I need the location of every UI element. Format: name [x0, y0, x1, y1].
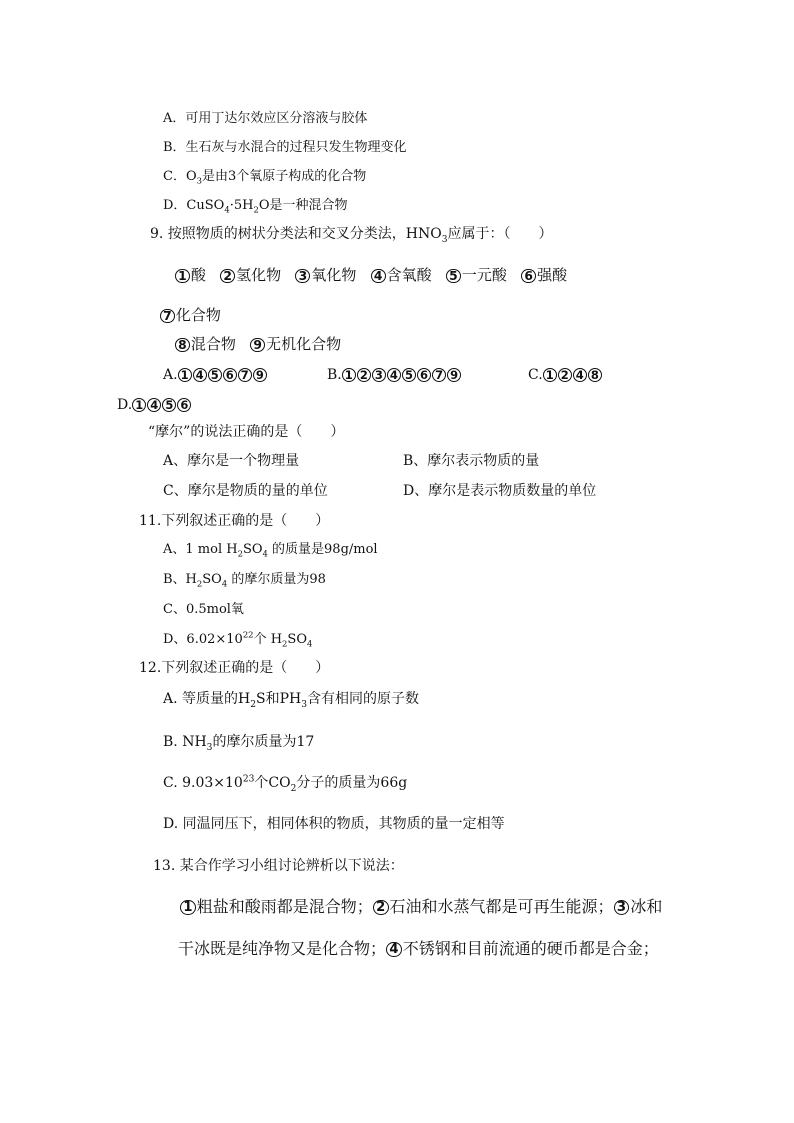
- q11-option-c: C、0.5mol氧: [163, 602, 244, 617]
- q8-option-a: A．可用丁达尔效应区分溶液与胶体: [163, 111, 368, 126]
- q9-item-1: 1 酸: [175, 266, 206, 284]
- q9-item-5: 5 一元酸: [446, 266, 507, 284]
- q9-items-row1: [175, 268, 567, 283]
- q9-item-3: 3 氧化物: [295, 266, 356, 284]
- q10-option-a: A、摩尔是一个物理量: [163, 453, 300, 469]
- q11-stem: 11.下列叙述正确的是（ ）: [139, 513, 330, 529]
- q9-stem: 9. 按照物质的树状分类法和交叉分类法，$HNO_3$应属于：（ ）: [150, 226, 553, 245]
- q9-item-2: 2 氢化物: [220, 266, 281, 284]
- q10-option-b: B、摩尔表示物质的量: [403, 453, 540, 469]
- q10-stem: “摩尔”的说法正确的是（ ）: [148, 424, 345, 440]
- q9-item-8: 8 混合物: [175, 335, 236, 353]
- q12-stem: 12.下列叙述正确的是（ ）: [139, 660, 330, 676]
- q13-statements-line1: 1 粗盐和酸雨都是混合物； 2 石油和水蒸气都是可再生能源； 3 冰和: [180, 899, 662, 915]
- q12-option-b: B. $NH_3$的摩尔质量为17: [163, 734, 315, 753]
- q9-items-row3: [175, 337, 341, 352]
- q11-option-a: A、1 mol $H_2SO_4$ 的质量是98g/mol: [163, 542, 378, 559]
- q9-item-6: 6 强酸: [521, 266, 567, 284]
- q12-option-d: D. 同温同压下，相同体积的物质，其物质的量一定相等: [163, 816, 505, 832]
- q11-option-b: B、$H_2SO_4$ 的摩尔质量为98: [163, 572, 326, 589]
- q9-option-b: B. 1 2 3 4 5 6 7 9: [327, 368, 462, 382]
- q13-stem: 13. 某合作学习小组讨论辨析以下说法：: [153, 858, 404, 874]
- q8-option-d: D．$CuSO_4\cdot 5H_2O$是一种混合物: [163, 198, 348, 215]
- q11-option-d: D、$6.02\times 10^{22}$个 $H_2SO_4$: [163, 629, 313, 649]
- q12-option-a: A. 等质量的$H_2S$和$PH_3$含有相同的原子数: [163, 691, 420, 710]
- q10-option-d: D、摩尔是表示物质数量的单位: [403, 483, 597, 499]
- q9-option-a: A. 1 4 5 6 7 9: [163, 368, 268, 382]
- q9-item-9: 9 无机化合物: [250, 335, 341, 353]
- q9-item-4: 4 含氧酸: [371, 266, 432, 284]
- q8-option-b: B．生石灰与水混合的过程只发生物理变化: [163, 140, 407, 155]
- q10-option-c: C、摩尔是物质的量的单位: [163, 483, 328, 499]
- q12-option-c: C. $9.03\times 10^{23}$个$CO_2$分子的质量为66g: [163, 774, 408, 794]
- q9-item-7: 7 化合物: [160, 308, 221, 323]
- q8-option-c: C．$O_3$是由3个氧原子构成的化合物: [163, 169, 367, 186]
- q9-option-c: C. 1 2 4 8: [528, 368, 603, 382]
- q9-option-d: D. 1 4 5 6: [117, 398, 192, 412]
- q13-statements-line2: 干冰既是纯净物又是化合物； 4 不锈钢和目前流通的硬币都是合金；: [178, 939, 659, 958]
